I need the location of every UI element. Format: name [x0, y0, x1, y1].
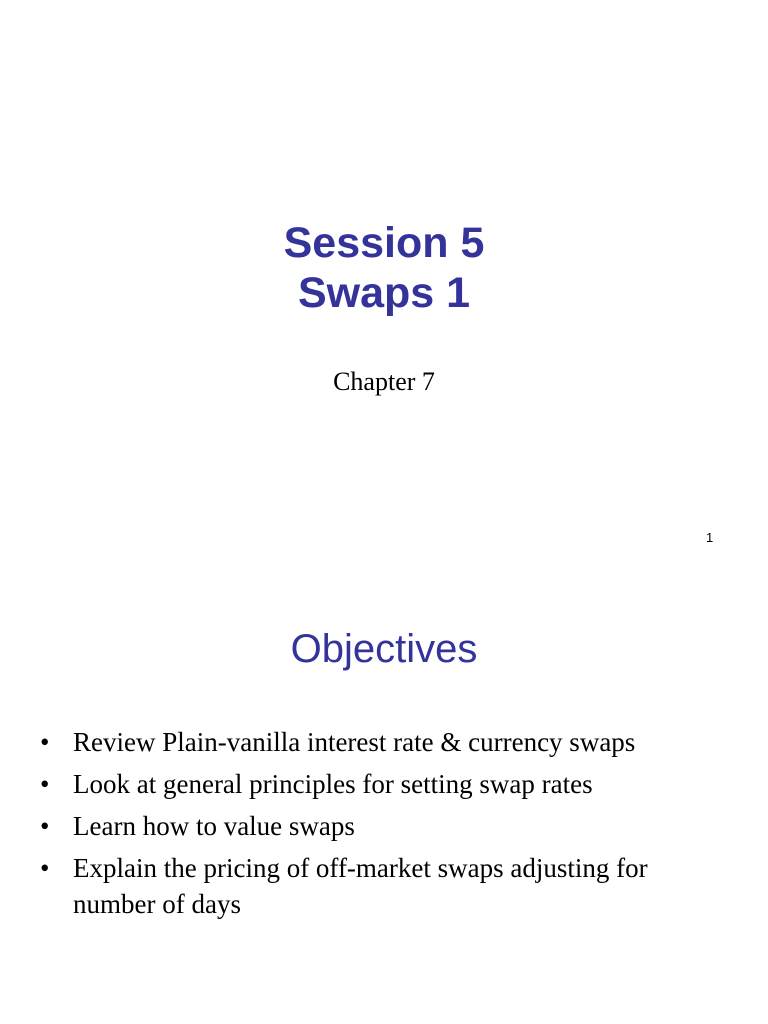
bullet-item	[40, 850, 730, 922]
title-line-session: Session 5	[283, 219, 485, 267]
bullet-text: Look at general principles for setting swap rates	[73, 769, 593, 799]
bullet-text: Explain the pricing of off-market swaps adjusting for number of days	[73, 853, 648, 919]
page-number: 1	[706, 530, 714, 545]
bullet-item	[40, 724, 730, 760]
bullet-item	[40, 766, 730, 802]
slide-heading: Objectives	[290, 627, 478, 671]
bullet-icon: •	[40, 727, 50, 757]
objectives-slide	[0, 576, 768, 1024]
title-line-topic: Swaps 1	[297, 269, 471, 317]
bullet-list	[40, 724, 730, 928]
slide-subtitle: Chapter 7	[333, 367, 435, 396]
bullet-item	[40, 808, 730, 844]
bullet-icon: •	[40, 811, 50, 841]
bullet-icon: •	[40, 853, 50, 883]
bullet-text: Learn how to value swaps	[73, 811, 355, 841]
bullet-text: Review Plain-vanilla interest rate & currency swaps	[73, 727, 636, 757]
slide-title	[0, 218, 768, 318]
bullet-icon: •	[40, 769, 50, 799]
